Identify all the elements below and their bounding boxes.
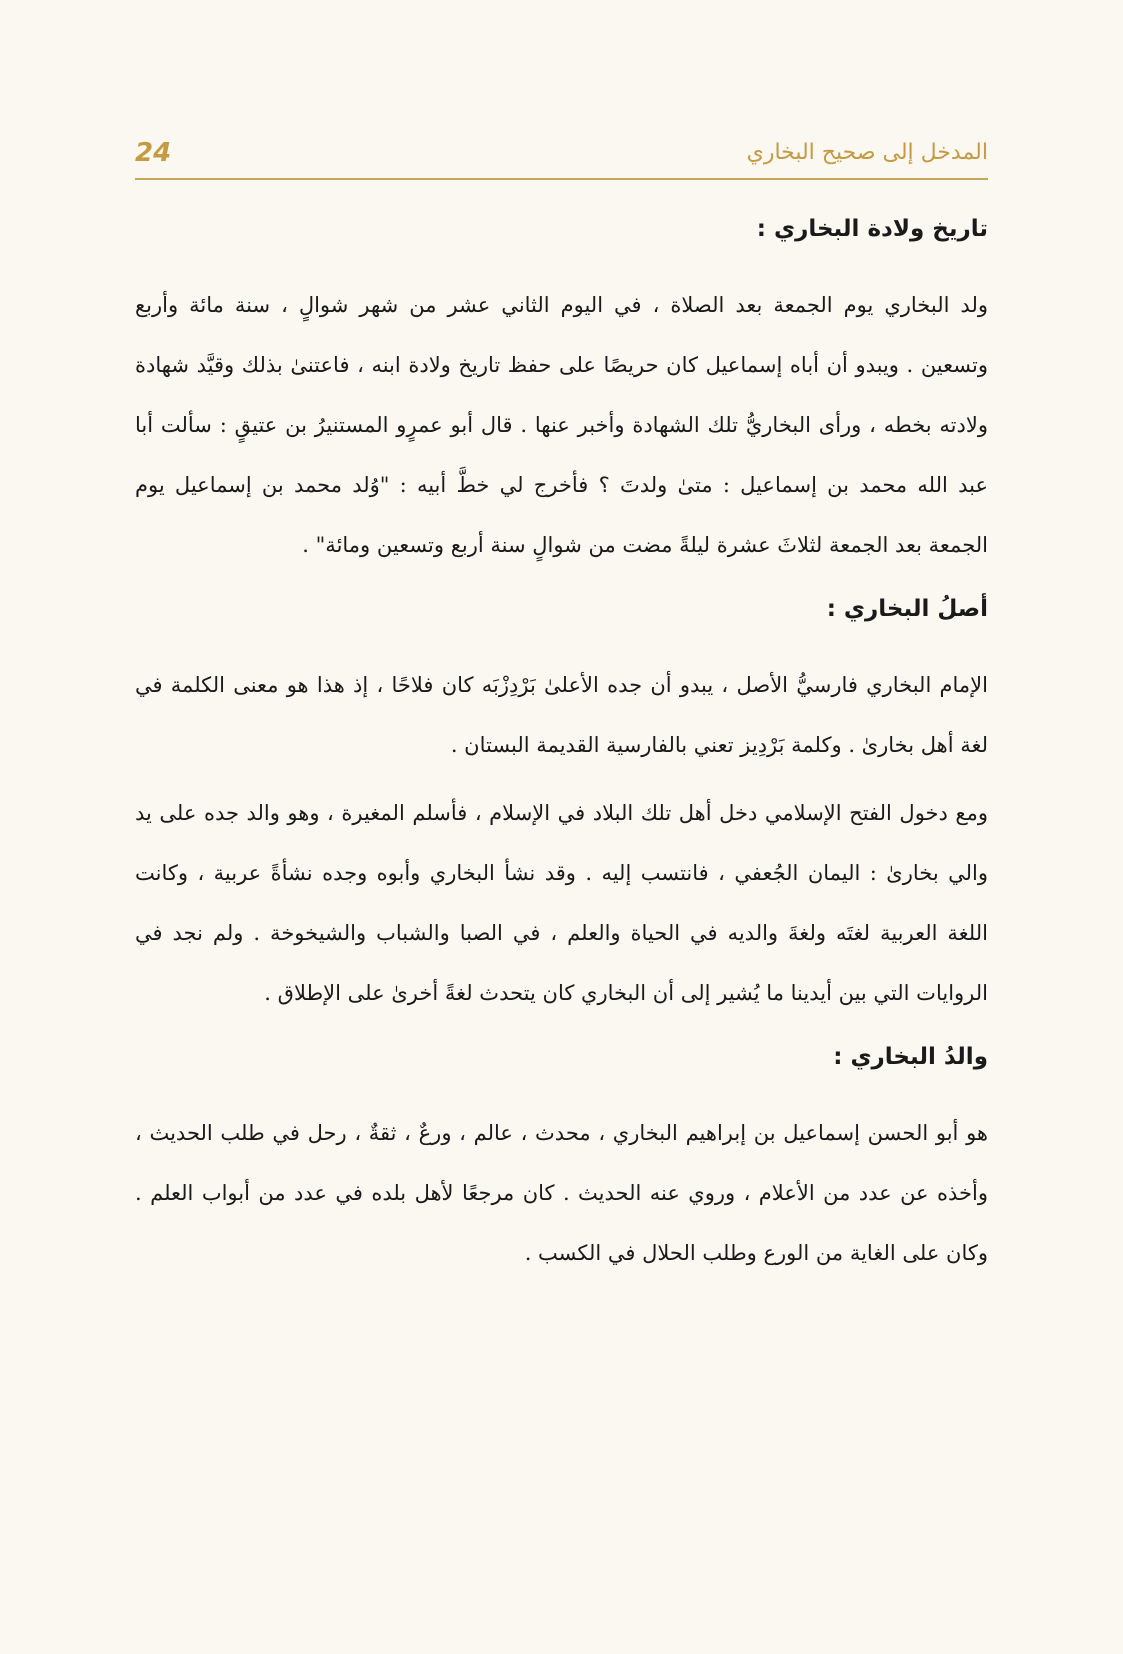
section-father [135, 1037, 988, 1283]
paragraph: ولد البخاري يوم الجمعة بعد الصلاة ، في اليوم الثاني عشر من شهر شوالٍ ، سنة مائة وأربع وتسعين . ويبدو أن أباه إسماعيل كان حريصًا على حفظ تاريخ ولادة ابنه ، فاعتنىٰ بذلك وقيَّد شهادة ولادته بخطه ، ورأى البخاريُّ تلك الشهادة وأخبر عنها . قال أبو عمرٍو المستنيرُ بن عتيقٍ : سألت أبا عبد الله محمد بن إسماعيل : متىٰ ولدتَ ؟ فأخرج لي خطَّ أبيه : "وُلد محمد بن إسماعيل يوم الجمعة بعد الجمعة لثلاثَ عشرة ليلةً مضت من شوالٍ سنة أربع وتسعين ومائة" . [135, 293, 988, 557]
section-heading: أصلُ البخاري : [826, 596, 988, 622]
paragraph: هو أبو الحسن إسماعيل بن إبراهيم البخاري ، محدث ، عالم ، ورعٌ ، ثقةٌ ، رحل في طلب الحديث ، وأخذه عن عدد من الأعلام ، وروي عنه الحديث . كان مرجعًا لأهل بلده في عدد من أبواب العلم . وكان على الغاية من الورع وطلب الحلال في الكسب . [135, 1121, 988, 1265]
paragraph: الإمام البخاري فارسيُّ الأصل ، يبدو أن جده الأعلىٰ بَرْدِزْبَه كان فلاحًا ، إذ هذا هو معنى الكلمة في لغة أهل بخارىٰ . وكلمة بَرْدِيز تعني بالفارسية القديمة البستان . [135, 673, 988, 757]
page-content [135, 195, 988, 1291]
running-title: المدخل إلى صحيح البخاري [746, 140, 988, 165]
section-origin [135, 589, 988, 1023]
section-birth-date [135, 209, 988, 575]
page-number: 24 [135, 138, 172, 168]
section-heading: والدُ البخاري : [833, 1044, 988, 1070]
paragraph: ومع دخول الفتح الإسلامي دخل أهل تلك البلاد في الإسلام ، فأسلم المغيرة ، وهو والد جده على يد والي بخارىٰ : اليمان الجُعفي ، فانتسب إليه . وقد نشأ البخاري وأبوه وجده نشأةً عربية ، وكانت اللغة العربية لغتَه ولغةَ والديه في الحياة والعلم ، في الصبا والشباب والشيخوخة . ولم نجد في الروايات التي بين أيدينا ما يُشير إلى أن البخاري كان يتحدث لغةً أخرىٰ على الإطلاق . [135, 801, 988, 1005]
section-heading: تاريخ ولادة البخاري : [756, 216, 988, 242]
page-header [135, 136, 988, 180]
